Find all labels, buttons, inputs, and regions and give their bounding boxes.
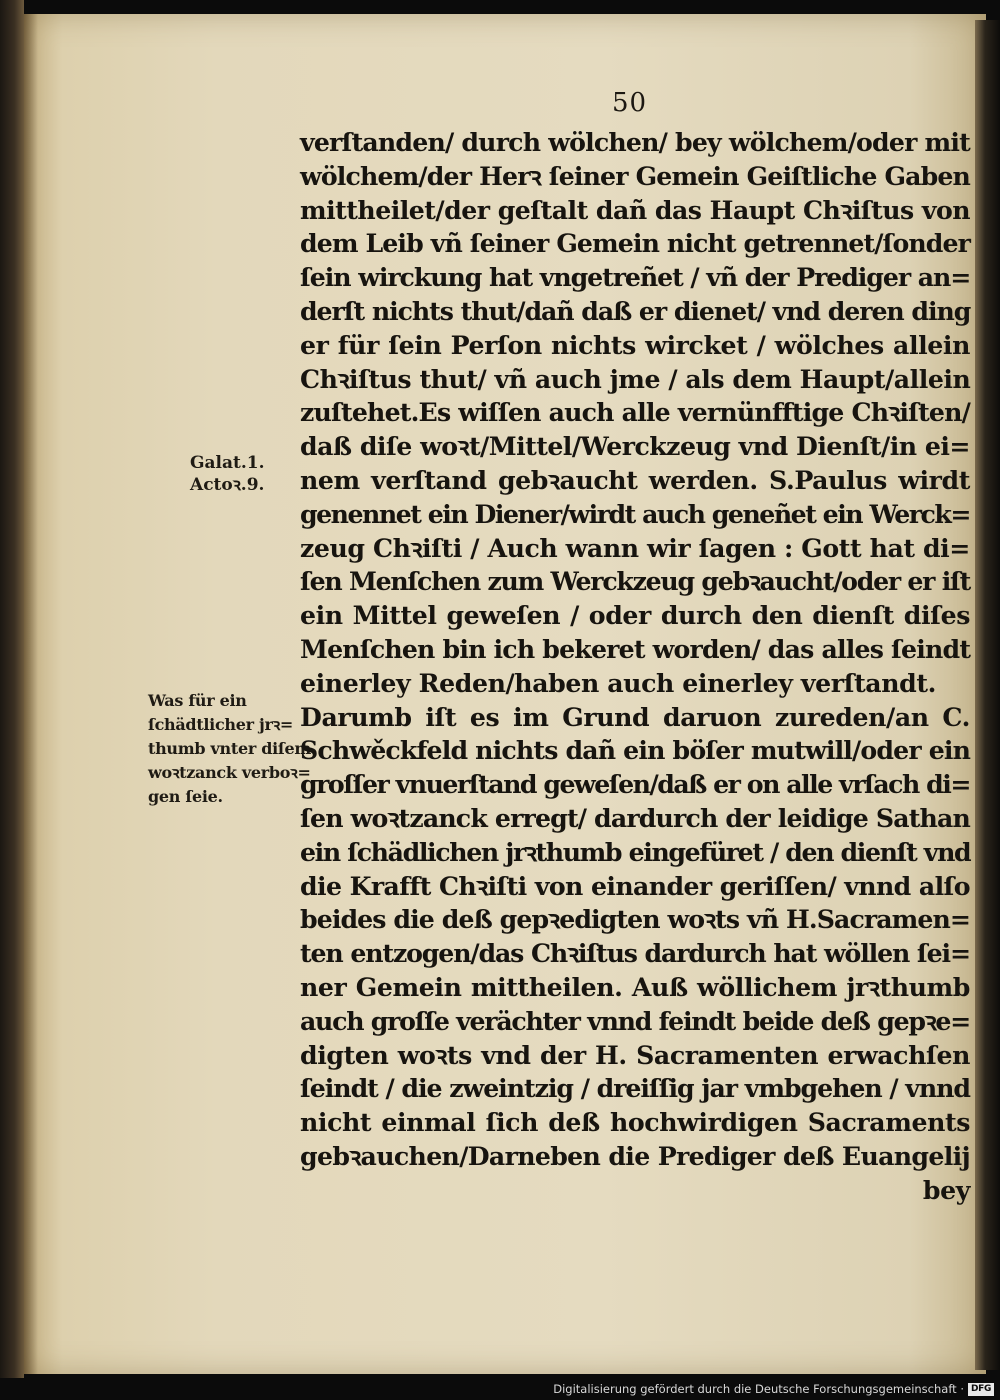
text-line: Schwěckfeld nichts dañ ein böſer mutwill/oder ein <box>300 735 971 766</box>
text-line: auch groſſe verächter vnnd feindt beide deß gepꝛe= <box>300 1005 970 1036</box>
body-text <box>300 126 970 1208</box>
text-line: zuſtehet.Es wiſſen auch alle vernünfftige Chꝛiſten/ <box>300 397 971 428</box>
text-line: wölchem/der Herꝛ ſeiner Gemein Geiſtliche Gaben <box>300 160 970 191</box>
text-line: ſen woꝛtzanck erregt/ dardurch der leidige Sathan <box>300 802 970 833</box>
marginal-note-was-fur <box>148 689 311 809</box>
marginal-line: Was für ein <box>148 691 247 710</box>
text-line: nicht einmal ſich deß hochwirdigen Sacraments <box>300 1107 970 1138</box>
text-line: nem verſtand gebꝛaucht werden. S.Paulus wirdt <box>300 464 970 495</box>
page-fold-shadow <box>24 14 38 1374</box>
page-number: 50 <box>612 88 648 118</box>
text-line: dem Leib vñ ſeiner Gemein nicht getrennet/ſonder <box>300 228 970 259</box>
catchword: bey <box>922 1174 970 1205</box>
book-edge-right <box>975 20 1000 1370</box>
book-edge-left <box>0 0 24 1385</box>
text-line: Chꝛiſtus thut/ vñ auch jme / als dem Haupt/allein <box>300 363 971 394</box>
text-line: Menſchen bin ich bekeret worden/ das alles ſeindt <box>300 633 971 664</box>
text-line: daß diſe woꝛt/Mittel/Werckzeug vnd Dienſt/in ei= <box>300 431 970 462</box>
marginal-line: Galat.1. <box>190 453 265 473</box>
text-line: verſtanden/ durch wölchen/ bey wölchem/oder mit <box>300 127 970 157</box>
text-line: derſt nichts thut/dañ daß er dienet/ vnd deren ding <box>300 295 971 326</box>
text-line: ten entzogen/das Chꝛiſtus dardurch hat wöllen ſei= <box>300 938 970 969</box>
text-line: ſein wirckung hat vngetreñet / vñ der Prediger an= <box>300 262 971 293</box>
marginal-line: ſchädtlicher jrꝛ= <box>148 715 294 734</box>
text-line: die Krafft Chꝛiſti von einander geriſſen/ vnnd alſo <box>300 870 970 901</box>
text-line: gebꝛauchen/Darneben die Prediger deß Euangelij <box>300 1140 970 1171</box>
text-line: ſeindt / die zweintzig / dreiſſig jar vmbgehen / vnnd <box>300 1073 970 1104</box>
marginal-line: Actoꝛ.9. <box>190 475 265 495</box>
text-line: ein ſchädlichen jrꝛthumb eingefüret / den dienſt vnd <box>300 836 971 867</box>
text-line: digten woꝛts vnd der H. Sacramenten erwachſen <box>300 1039 970 1070</box>
text-line: groſſer vnuerſtand geweſen/daß er on alle vrſach di= <box>300 769 971 800</box>
text-line: ein Mittel geweſen / oder durch den dienſt diſes <box>300 600 970 631</box>
marginal-line: woꝛtzanck verboꝛ= <box>148 763 311 782</box>
text-line: beides die deß gepꝛedigten woꝛts vñ H.Sacramen= <box>300 904 971 935</box>
marginal-note-galat <box>190 452 265 496</box>
text-line: zeug Chꝛiſti / Auch wann wir ſagen : Gott hat di= <box>300 532 970 563</box>
funding-credit: Digitalisierung gefördert durch die Deutsche Forschungsgemeinschaft · <box>553 1382 964 1396</box>
text-line: ner Gemein mittheilen. Auß wöllichem jrꝛthumb <box>300 971 970 1002</box>
text-line: einerley Reden/haben auch einerley verſtandt. <box>300 667 936 698</box>
dfg-logo: DFG <box>968 1383 994 1396</box>
text-line: mittheilet/der geſtalt dañ das Haupt Chꝛiſtus von <box>300 194 971 225</box>
marginal-line: gen ſeie. <box>148 787 223 806</box>
text-line: genennet ein Diener/wirdt auch geneñet ein Werck= <box>300 498 970 529</box>
text-line: er für ſein Perſon nichts wircket / wölches allein <box>300 329 970 360</box>
text-line: Darumb iſt es im Grund daruon zureden/an C. <box>300 701 970 732</box>
marginal-line: thumb vnter diſem <box>148 739 312 758</box>
text-line: ſen Menſchen zum Werckzeug gebꝛaucht/oder er iſt <box>300 566 971 597</box>
